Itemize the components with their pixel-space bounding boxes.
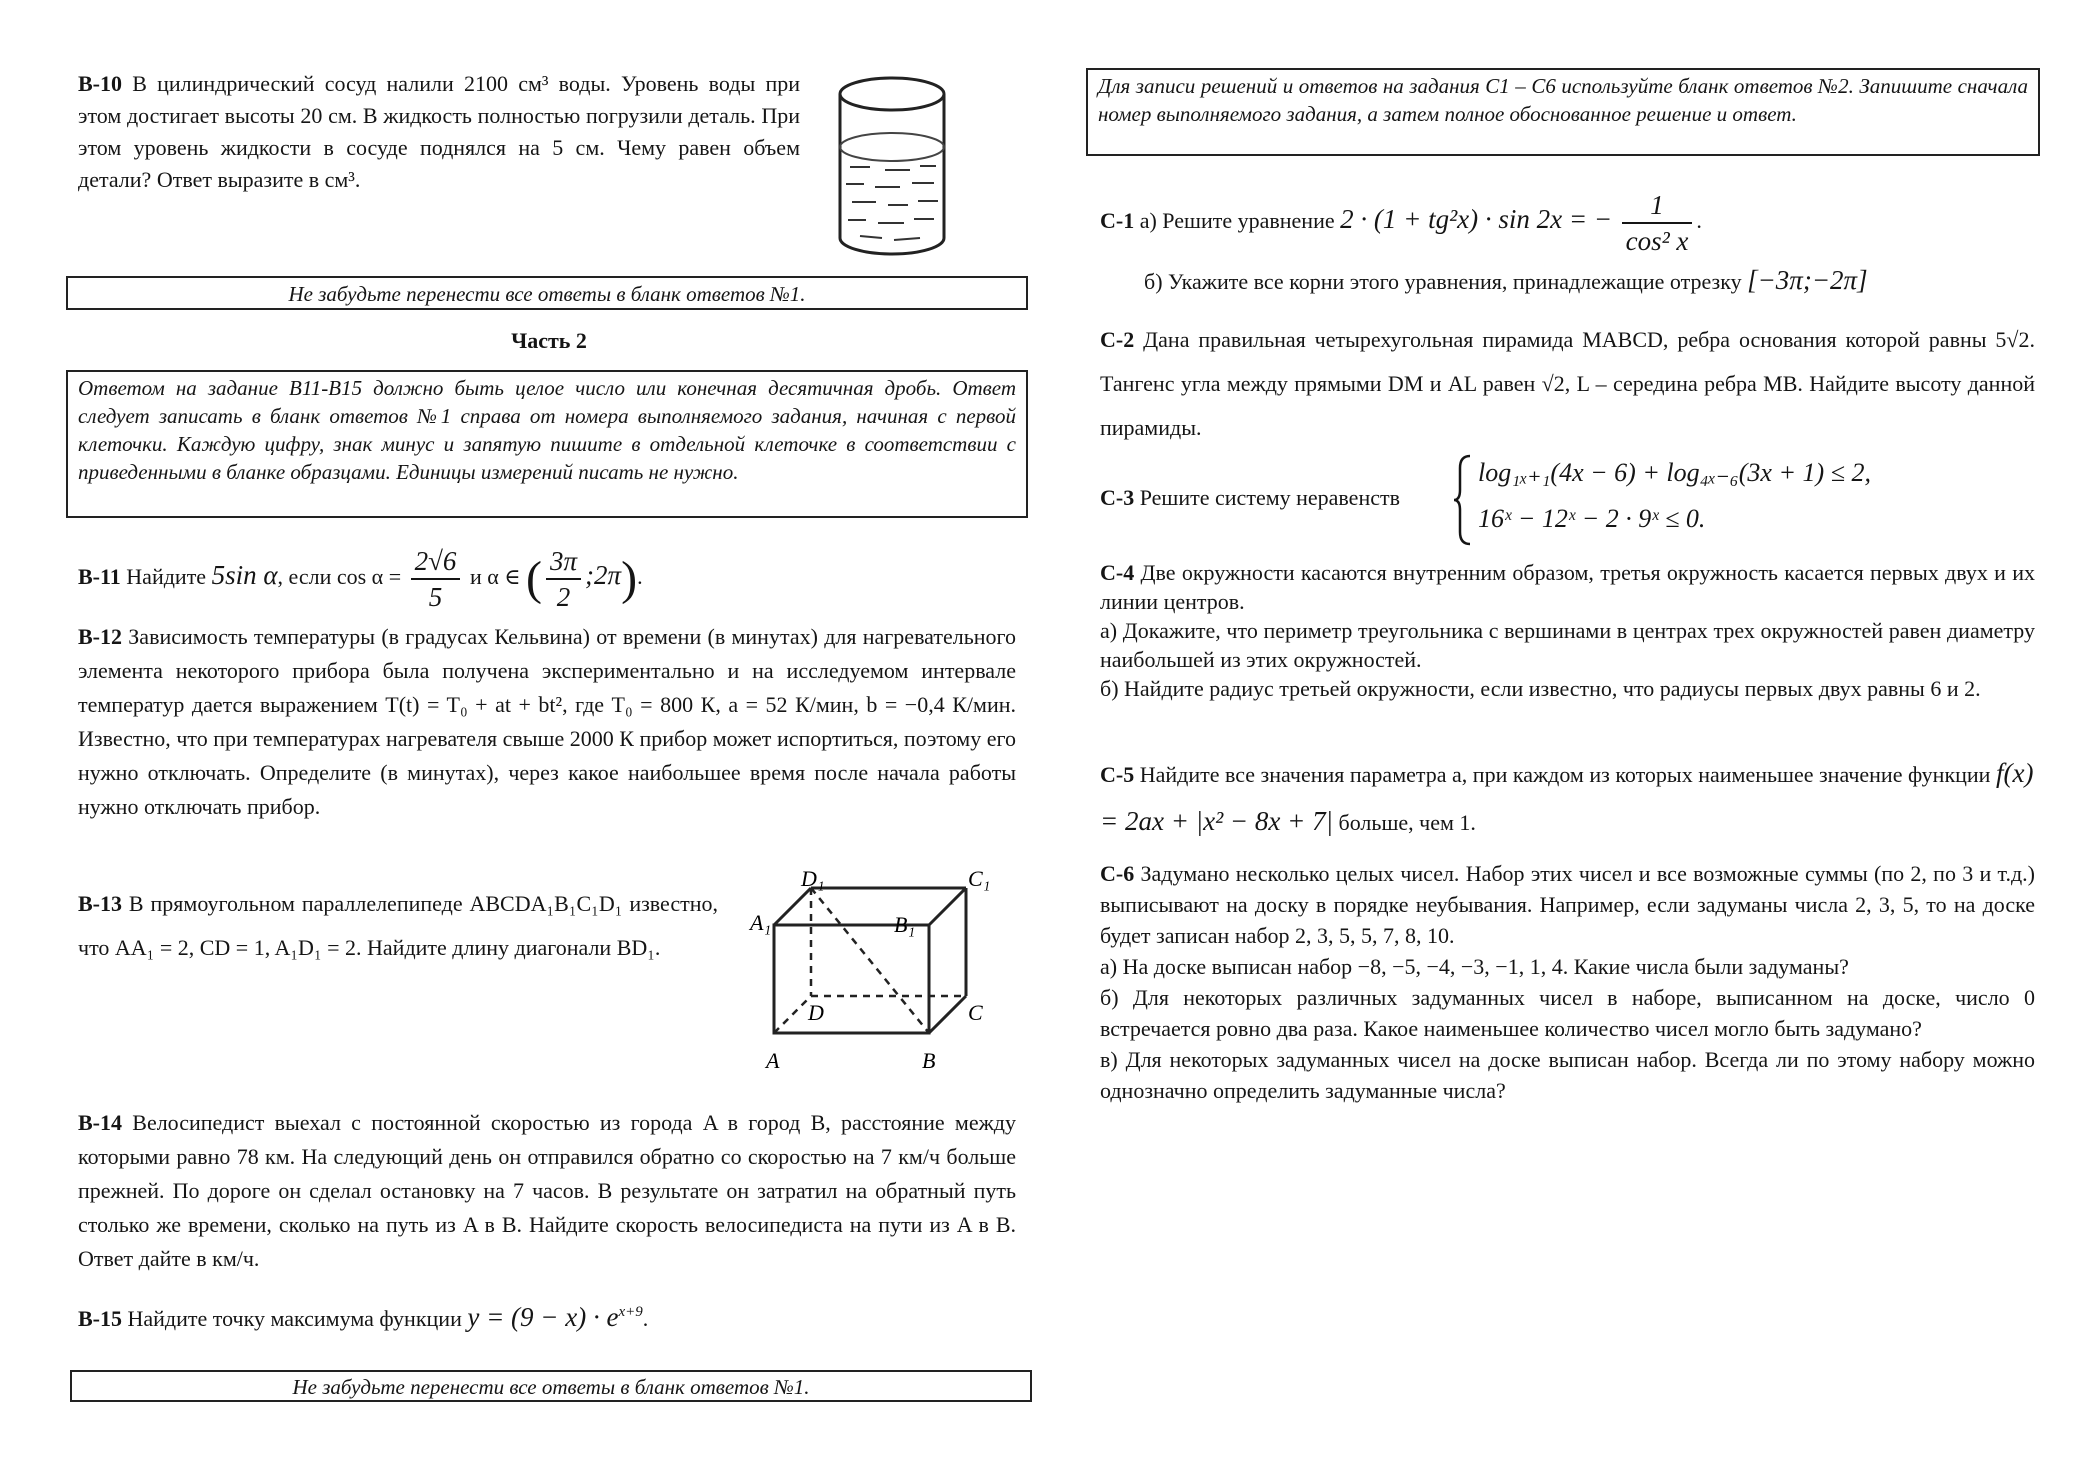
formula-exponent: x+9 [618,1304,643,1320]
problem-text: Две окружности касаются внутренним образом, третья окружность касается первых двух и их линии центров. [1100,560,2035,614]
part-c-instructions-box [1086,68,2040,156]
vertex-label: D [808,1000,824,1025]
problem-c5 [1100,750,2035,846]
fraction-numerator: 3π [546,544,581,580]
formula-y: y = (9 − x) · e [467,1302,619,1332]
problem-label: С-2 [1100,327,1135,352]
problem-label: С-3 [1100,485,1135,510]
close-paren: ) [621,551,638,605]
problem-text-end: . [642,1306,649,1331]
vertex-label: B₁ [894,912,916,937]
problem-text: а) Решите уравнение [1139,208,1335,233]
problem-part-b: б) Найдите радиус третьей окружности, если известно, что радиусы первых двух равны 6 и 2. [1100,676,1981,701]
vertex-label: A₁ [750,910,772,935]
problem-label: В-12 [78,624,122,649]
fraction-cos-value [411,544,461,614]
problem-part-b: б) Для некоторых различных задуманных чисел в наборе, выписанном на доске, число 0 встречается ровно два раза. Какое наименьшее количество чисел могло быть задумано? [1100,985,2035,1041]
vertex-label: C [968,1000,983,1025]
problem-b14 [78,1106,1016,1276]
problem-part-a: а) На доске выписан набор −8, −5, −4, −3, −1, 1, 4. Какие числа были задуманы? [1100,954,1849,979]
fraction-denominator: cos² x [1625,225,1689,256]
fraction-c1 [1622,188,1693,258]
problem-b15 [78,1296,1016,1335]
problem-text: Найдите все значения параметра a, при каждом из которых наименьшее значение функции [1139,762,1991,787]
interval-end: ;2π [585,560,622,590]
reminder-text: Не забудьте перенести все ответы в бланк ответов №1. [292,1375,810,1399]
problem-label: В-11 [78,564,121,589]
problem-text: Найдите [126,564,207,589]
problem-text: Велосипедист выехал с постоянной скоростью из города A в город B, расстояние между которыми равно 78 км. На следующий день он отправился обратно со скоростью на 7 км/ч больше прежней. По дороге он сделал остановку на 7 часов. В результате он затратил на обратный путь столько же времени, сколько на путь из A в B. Найдите скорость велосипедиста на пути из A в B. Ответ дайте в км/ч. [78,1110,1016,1271]
fraction-interval-start [546,544,581,614]
interval-c1: [−3π;−2π] [1747,265,1868,295]
problem-text: б) Укажите все корни этого уравнения, принадлежащие отрезку [1144,269,1742,294]
problem-text: Задумано несколько целых чисел. Набор этих чисел и все возможные суммы (по 2, по 3 и т.д.) выписывают на доску в порядке неубывания. Например, если задуманы числа 2, 3, 5, то на доске будет записан набор 2, 3, 5, 5, 7, 8, 10. [1100,861,2036,948]
system-brace [1452,454,1472,546]
c3-intro [1100,482,1400,514]
cylinder-figure [830,72,954,262]
fraction-denominator: 5 [428,581,443,612]
problem-text: и α ∈ [469,564,521,589]
part2-instructions-text: Ответом на задание В11-В15 должно быть целое число или конечная десятичная дробь. Ответ следует записать в бланк ответов №1 справа от номера выполняемого задания, начиная с первой клеточки. Каждую цифру, знак минус и запятую пишите в отдельной клеточке в соответствии с приведенными в бланке образцами. Единицы измерений писать не нужно. [78,376,1016,484]
reminder-box-2 [70,1370,1032,1402]
fraction-denominator: 2 [556,581,571,612]
problem-c1a: С-1 а) Решите уравнение 2 · (1 + tg²x) · sin 2x = − $\frac{1}{\text{cos² x}}$ . [1100,189,1702,256]
open-paren: ( [526,551,543,605]
part-c-instructions-text: Для записи решений и ответов на задания С1 – С6 используйте бланк ответов №2. Запишите сначала номер выполняемого задания, а затем полное обоснованное решение и ответ. [1098,74,2028,126]
problem-label: С-6 [1100,861,1135,886]
c3-system [1478,450,1871,542]
problem-c6 [1100,858,2035,1106]
problem-text: Решите систему неравенств [1139,485,1400,510]
parallelepiped-figure [746,866,996,1080]
problem-b12 [78,620,1016,824]
problem-c4 [1100,558,2035,703]
vertex-label: D₁ [801,866,825,891]
problem-label: В-10 [78,71,122,96]
vertex-label: A [766,1048,780,1073]
problem-text: Дана правильная четырехугольная пирамида MABCD, ребра основания которой равны 5√2. Тангенс угла между прямыми DM и AL равен √2, L – середина ребра MB. Найдите высоту данной пирамиды. [1100,327,2036,440]
problem-label: С-5 [1100,762,1135,787]
reminder-text: Не забудьте перенести все ответы в бланк ответов №1. [288,282,806,306]
vertex-label: C₁ [968,866,991,891]
problem-text: В цилиндрический сосуд налили 2100 см³ воды. Уровень воды при этом достигает высоты 20 см. В жидкость полностью погрузили деталь. При этом уровень жидкости в сосуде поднялся на 5 см. Чему равен объем детали? Ответ выразите в см³. [78,71,800,192]
problem-label: С-4 [1100,560,1135,585]
reminder-box-1 [66,276,1028,310]
fraction-numerator: 1 [1622,188,1693,224]
formula-c1: 2 · (1 + tg²x) · sin 2x = − [1340,204,1613,234]
problem-text: Найдите точку максимума функции [127,1306,462,1331]
problem-label: В-14 [78,1110,122,1135]
problem-label: В-13 [78,891,122,916]
formula-c5: f(x) = 2ax + |x² − 8x + 7| [1100,758,2034,836]
problem-part-a: а) Докажите, что периметр треугольника с вершинами в центрах трех окружностей равен диаметру наибольшей из этих окружностей. [1100,618,2035,672]
problem-part-c: в) Для некоторых задуманных чисел на доске выписан набор. Всегда ли по этому набору можно однозначно определить задуманные числа? [1100,1047,2035,1103]
part2-instructions-box [66,370,1028,518]
problem-label: С-1 [1100,208,1135,233]
part2-heading: Часть 2 [511,328,587,353]
problem-b10 [78,68,800,196]
problem-b11: В-11 Найдите 5sin α, если cos α = $\frac{2√6}{5}$ и α ∈ ( $\frac{3\pi}{2}$ ;2π). [78,545,643,612]
problem-c1b [1144,264,2035,298]
vertex-label: B [922,1048,936,1073]
problem-label: В-15 [78,1306,122,1331]
problem-b13 [78,882,718,970]
problem-text: , если cos α = [277,564,402,589]
inequality-1: log₁ₓ₊₁(4x − 6) + log₄ₓ₋₆(3x + 1) ≤ 2, [1478,458,1871,487]
fraction-numerator: 2√6 [411,544,461,580]
formula-5sin: 5sin α [211,560,278,590]
problem-text: Зависимость температуры (в градусах Кельвина) от времени (в минутах) для нагревательного элемента некоторого прибора была получена экспериментально и на исследуемом интервале температур дается выражением T(t) = T₀ + at + bt², где T₀ = 800 К, a = 52 К/мин, b = −0,4 К/мин. Известно, что при температурах нагревателя свыше 2000 К прибор может испортиться, поэтому его нужно отключать. Определите (в минутах), через какое наибольшее время после начала работы нужно отключать прибор. [78,624,1017,819]
problem-c2 [1100,318,2035,450]
inequality-2: 16ˣ − 12ˣ − 2 · 9ˣ ≤ 0. [1478,504,1706,533]
problem-text-end: больше, чем 1. [1338,810,1476,835]
problem-text: В прямоугольном параллелепипеде ABCDA₁B₁C₁D₁ известно, что AA₁ = 2, CD = 1, A₁D₁ = 2. Найдите длину диагонали BD₁. [78,891,719,960]
